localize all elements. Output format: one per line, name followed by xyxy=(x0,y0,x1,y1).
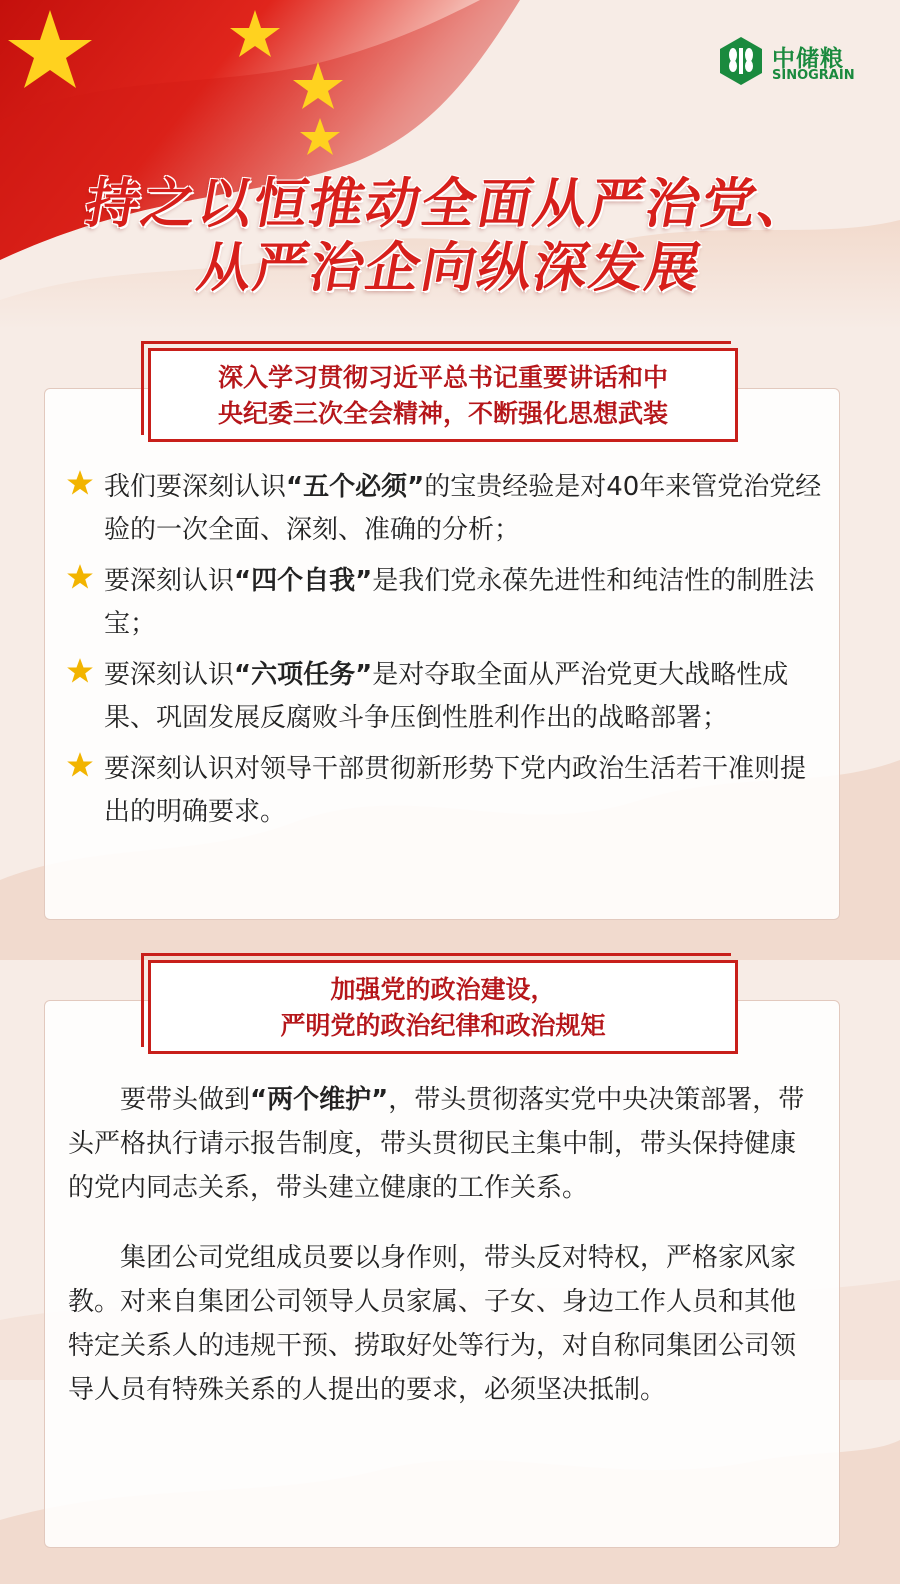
section1-heading-line1: 深入学习贯彻习近平总书记重要讲话和中 xyxy=(217,363,668,392)
section2-heading xyxy=(148,960,738,1054)
item-text-post: 是我们党永葆先进性和纯洁性的制胜法宝； xyxy=(104,566,815,639)
sinograin-logo xyxy=(716,36,866,92)
section2-paragraph-1 xyxy=(68,1078,818,1210)
list-item xyxy=(64,466,824,552)
item-text-pre: 要深刻认识 xyxy=(104,660,235,690)
page-title xyxy=(0,172,900,300)
item-keyword: “四个自我” xyxy=(234,566,373,596)
section2-body xyxy=(68,1078,818,1438)
item-text-pre: 要深刻认识 xyxy=(104,566,235,596)
item-text-pre: 我们要深刻认识 xyxy=(104,472,287,502)
list-item xyxy=(64,654,824,740)
section2-heading-line2: 严明党的政治纪律和政治规矩 xyxy=(280,1011,606,1040)
list-item xyxy=(64,560,824,646)
brand-name-cn: 中储粮 xyxy=(772,46,844,72)
section2-heading-line1: 加强党的政治建设， xyxy=(330,975,556,1004)
item-keyword: “六项任务” xyxy=(234,660,373,690)
star-icon xyxy=(66,657,94,685)
para-text-pre: 要带头做到 xyxy=(120,1085,251,1115)
section1-heading xyxy=(148,348,738,442)
para-text-post: ，带头贯彻落实党中央决策部署，带头严格执行请示报告制度，带头贯彻民主集中制，带头保持健康的党内同志关系，带头建立健康的工作关系。 xyxy=(68,1085,805,1203)
list-item xyxy=(64,748,824,834)
para-keyword: “两个维护” xyxy=(250,1085,389,1115)
brand-name-en: SINOGRAIN xyxy=(772,68,855,83)
section2-paragraph-2: 集团公司党组成员要以身作则，带头反对特权，严格家风家教。对来自集团公司领导人员家属、子女、身边工作人员和其他特定关系人的违规干预、捞取好处等行为，对自称同集团公司领导人员有特殊关系的人提出的要求，必须坚决抵制。 xyxy=(68,1243,797,1405)
item-keyword: “五个必须” xyxy=(286,472,425,502)
item-text-post: 的宝贵经验是对40年来管党治党经验的一次全面、深刻、准确的分析； xyxy=(104,472,822,545)
item-text-post: 是对夺取全面从严治党更大战略性成果、巩固发展反腐败斗争压倒性胜利作出的战略部署； xyxy=(104,660,789,733)
sinograin-logo-icon xyxy=(716,36,766,86)
star-icon xyxy=(66,751,94,779)
section1-heading-line2: 央纪委三次全会精神，不断强化思想武装 xyxy=(217,399,668,428)
page-title-line1: 持之以恒推动全面从严治党、 xyxy=(80,172,820,235)
item-text-pre: 要深刻认识对领导干部贯彻新形势下党内政治生活若干准则提出的明确要求。 xyxy=(104,754,807,827)
page-title-line2: 从严治企向纵深发展 xyxy=(192,236,708,299)
star-icon xyxy=(66,469,94,497)
star-icon xyxy=(66,563,94,591)
section1-bullet-list xyxy=(64,466,824,842)
